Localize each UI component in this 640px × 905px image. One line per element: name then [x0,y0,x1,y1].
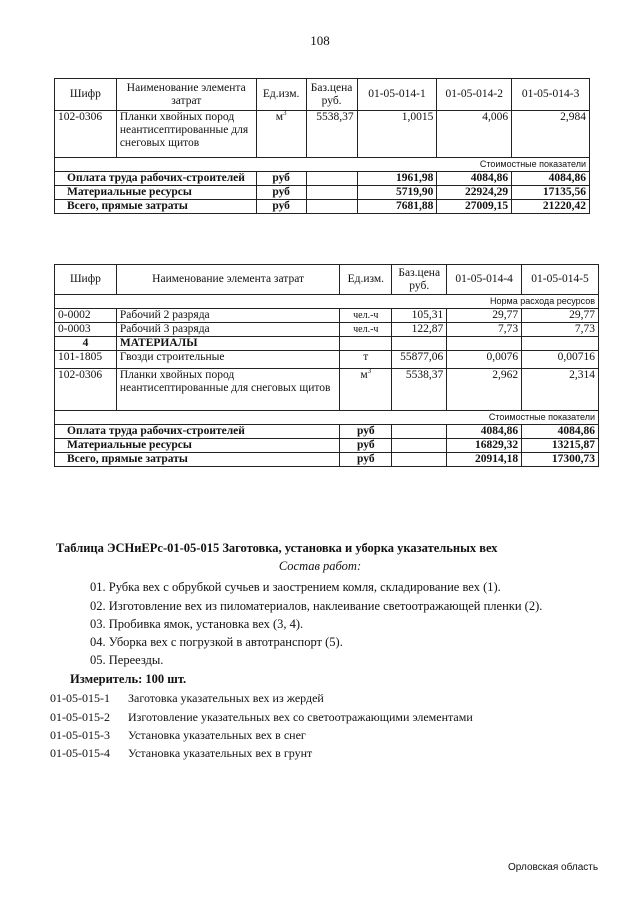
total-value-2: 4084,86 [437,172,512,186]
total-unit: руб [256,186,306,200]
code-text: Установка указательных вех в грунт [128,746,313,760]
row-value-1: 2,962 [447,369,522,411]
total-value-3: 21220,42 [512,200,590,214]
row-code: 102-0306 [55,369,117,411]
section-subtitle: Состав работ: [278,559,362,573]
code-text: Установка указательных вех в снег [128,728,306,742]
totals-row [55,172,590,186]
measure-label: Измеритель: 100 шт. [70,672,187,686]
total-value-2: 13215,87 [522,439,599,453]
page-number: 108 [310,33,330,48]
totals-row [55,200,590,214]
header-col-2: 01-05-014-5 [522,265,599,295]
total-unit: руб [340,453,392,467]
row-price: 5538,37 [306,111,357,158]
totals-row [55,439,599,453]
total-name: Всего, прямые затраты [55,453,340,467]
header-col-1: 01-05-014-4 [447,265,522,295]
section-label-row [55,411,599,425]
totals-row [55,425,599,439]
section-title: Таблица ЭСНиЕРс-01-05-015 Заготовка, установка и уборка указательных вех [56,541,498,555]
totals-row [55,453,599,467]
group-code: 4 [55,337,117,351]
row-price: 122,87 [392,323,447,337]
code-list-item [50,710,473,725]
total-unit: руб [340,425,392,439]
header-price: Баз.цена руб. [392,265,447,295]
row-value-2: 7,73 [522,323,599,337]
header-unit: Ед.изм. [256,79,306,111]
header-col-2: 01-05-014-2 [437,79,512,111]
row-code: 0-0003 [55,323,117,337]
row-name: Рабочий 3 разряда [116,323,339,337]
row-value-3: 2,984 [512,111,590,158]
norm-label: Норма расхода ресурсов [55,295,599,309]
total-value-3: 4084,86 [512,172,590,186]
row-name: Планки хвойных пород неантисептированные для снеговых щитов [116,369,339,411]
row-price: 55877,06 [392,351,447,369]
section-label-row [55,158,590,172]
work-item: 04. Уборка вех с погрузкой в автотранспорт (5). [90,635,343,649]
row-unit: $м^3$ [340,369,392,411]
header-price: Баз.цена руб. [306,79,357,111]
row-code: 0-0002 [55,309,117,323]
row-unit: чел.-ч [340,309,392,323]
code-id: 01-05-015-1 [50,691,110,705]
header-unit: Ед.изм. [340,265,392,295]
row-code: 101-1805 [55,351,117,369]
header-col-1: 01-05-014-1 [357,79,437,111]
total-value-1: 16829,32 [447,439,522,453]
header-col-3: 01-05-014-3 [512,79,590,111]
row-price: 105,31 [392,309,447,323]
work-item: 05. Переезды. [90,653,164,667]
table-header-row [55,79,590,111]
table-row [55,309,599,323]
work-item: 01. Рубка вех с обрубкой сучьев и заострением комля, складирование вех (1). [90,580,501,594]
table-row [55,369,599,411]
total-value-2: 4084,86 [522,425,599,439]
header-name: Наименование элемента затрат [116,265,339,295]
row-name: Планки хвойных пород неантисептированные для снеговых щитов [116,111,256,158]
total-name: Всего, прямые затраты [55,200,257,214]
work-item: 02. Изготовление вех из пиломатериалов, наклеивание светоотражающей пленки (2). [90,599,543,613]
row-value-1: 7,73 [447,323,522,337]
total-name: Материальные ресурсы [55,186,257,200]
row-unit: $м^3$ [256,111,306,158]
total-value-1: 7681,88 [357,200,437,214]
code-list-item [50,691,324,706]
code-id: 01-05-015-3 [50,728,110,742]
section-label: Стоимостные показатели [55,411,599,425]
total-value-1: 5719,90 [357,186,437,200]
table-1 [54,78,590,214]
row-value-2: 2,314 [522,369,599,411]
table-row [55,323,599,337]
header-name: Наименование элемента затрат [116,79,256,111]
total-name: Оплата труда рабочих-строителей [55,425,340,439]
total-unit: руб [256,200,306,214]
work-item: 03. Пробивка ямок, установка вех (3, 4). [90,617,304,631]
code-list-item [50,746,312,761]
row-code: 102-0306 [55,111,117,158]
row-value-1: 0,0076 [447,351,522,369]
total-value-1: 1961,98 [357,172,437,186]
header-code: Шифр [55,79,117,111]
row-name: Гвозди строительные [116,351,339,369]
table-2 [54,264,599,467]
total-unit: руб [256,172,306,186]
row-name: Рабочий 2 разряда [116,309,339,323]
total-value-1: 20914,18 [447,453,522,467]
group-row [55,337,599,351]
total-value-2: 17300,73 [522,453,599,467]
totals-row [55,186,590,200]
row-value-2: 0,00716 [522,351,599,369]
code-id: 01-05-015-2 [50,710,110,724]
row-unit: чел.-ч [340,323,392,337]
total-name: Материальные ресурсы [55,439,340,453]
code-id: 01-05-015-4 [50,746,110,760]
code-text: Изготовление указательных вех со светоотражающими элементами [128,710,473,724]
total-value-1: 4084,86 [447,425,522,439]
row-value-1: 1,0015 [357,111,437,158]
row-value-2: 29,77 [522,309,599,323]
total-value-3: 17135,56 [512,186,590,200]
table-row [55,111,590,158]
row-value-1: 29,77 [447,309,522,323]
code-list-item [50,728,306,743]
total-name: Оплата труда рабочих-строителей [55,172,257,186]
row-value-2: 4,006 [437,111,512,158]
total-value-2: 22924,29 [437,186,512,200]
row-price: 5538,37 [392,369,447,411]
table-header-row [55,265,599,295]
row-unit: т [340,351,392,369]
section-label: Стоимостные показатели [55,158,590,172]
footer-region: Орловская область [508,862,599,873]
group-name: МАТЕРИАЛЫ [116,337,339,351]
table-row [55,351,599,369]
total-value-2: 27009,15 [437,200,512,214]
header-code: Шифр [55,265,117,295]
code-text: Заготовка указательных вех из жердей [128,691,324,705]
total-unit: руб [340,439,392,453]
norm-label-row [55,295,599,309]
